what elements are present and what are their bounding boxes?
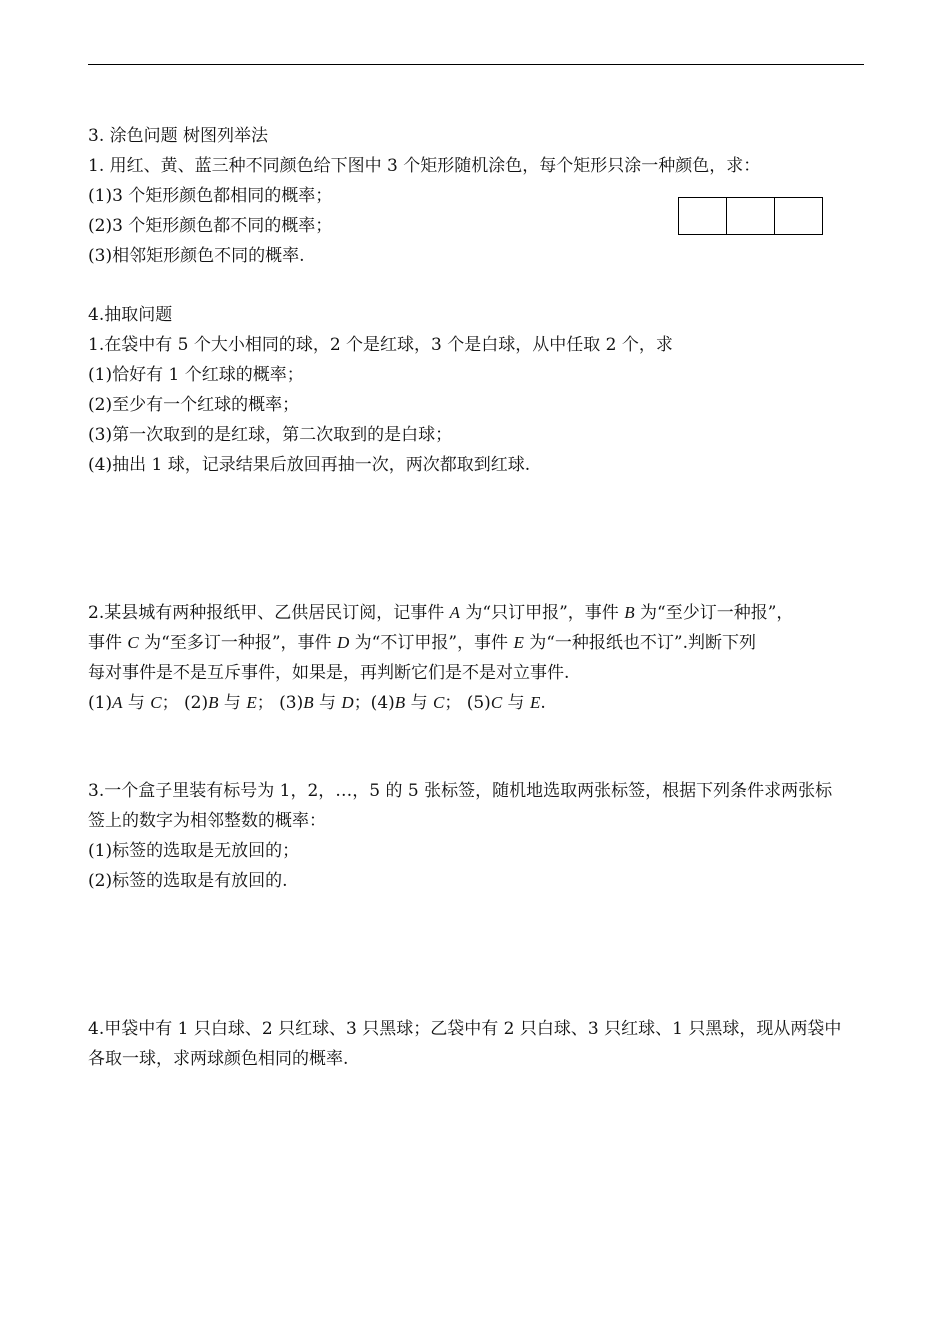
question-text: 每对事件是不是互斥事件，如果是，再判断它们是不是对立事件. — [88, 663, 570, 683]
section-heading-painting: 3. 涂色问题 树图列举法 — [88, 126, 269, 146]
sub-question: (2)3 个矩形颜色都不同的概率； — [88, 216, 333, 236]
sub-question: (3)相邻矩形颜色不同的概率. — [88, 246, 305, 266]
sub-question: (3)第一次取到的是红球，第二次取到的是白球； — [88, 425, 453, 445]
sub-question: (1)标签的选取是无放回的； — [88, 841, 300, 861]
question-text: 各取一球，求两球颜色相同的概率. — [88, 1049, 349, 1069]
question-text: 3.一个盒子里装有标号为 1，2，…，5 的 5 张标签，随机地选取两张标签，根据下列条件求两张标 — [88, 781, 833, 801]
three-rectangles-figure — [678, 197, 823, 235]
sub-question-list: (1)A 与 C； (2)B 与 E； (3)B 与 D；(4)B 与 C； (5)C 与 E. — [88, 693, 546, 713]
question-text: 1.在袋中有 5 个大小相同的球，2 个是红球，3 个是白球，从中任取 2 个，求 — [88, 335, 673, 355]
sub-question: (2)标签的选取是有放回的. — [88, 871, 288, 891]
question-text: 4.甲袋中有 1 只白球、2 只红球、3 只黑球；乙袋中有 2 只白球、3 只红球、1 只黑球，现从两袋中 — [88, 1019, 842, 1039]
question-text: 2.某县城有两种报纸甲、乙供居民订阅，记事件 A 为“只订甲报”，事件 B 为“至少订一种报”， — [88, 603, 794, 623]
rectangle — [775, 198, 822, 234]
question-text: 事件 C 为“至多订一种报”，事件 D 为“不订甲报”，事件 E 为“一种报纸也不订”.判断下列 — [88, 633, 757, 653]
sub-question: (2)至少有一个红球的概率； — [88, 395, 300, 415]
sub-question: (1)3 个矩形颜色都相同的概率； — [88, 186, 333, 206]
header-rule — [88, 64, 864, 65]
rectangle — [727, 198, 775, 234]
question-text: 签上的数字为相邻整数的概率： — [88, 811, 326, 831]
sub-question: (4)抽出 1 球，记录结果后放回再抽一次，两次都取到红球. — [88, 455, 531, 475]
rectangle — [679, 198, 727, 234]
sub-question: (1)恰好有 1 个红球的概率； — [88, 365, 304, 385]
section-heading-drawing: 4.抽取问题 — [88, 305, 173, 325]
question-text: 1. 用红、黄、蓝三种不同颜色给下图中 3 个矩形随机涂色，每个矩形只涂一种颜色，求： — [88, 156, 761, 176]
